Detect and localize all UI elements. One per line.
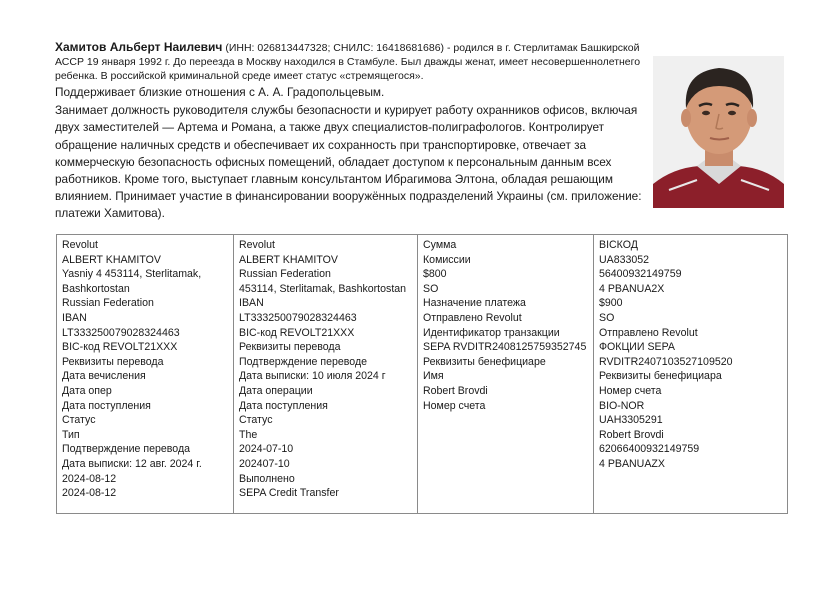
cell-line: 4 PBANUA2X [599,282,665,295]
cell-line: BIO-NOR [599,399,645,412]
cell-line: ФОКЦИИ SEPA [599,341,675,354]
cell-line: Yasniy 4 453114, Sterlitamak, Bashkortostan [62,268,202,295]
cell-line: Реквизиты перевода [239,341,341,354]
cell-line: Подтверждение переводе [239,355,368,368]
cell-line: Выполнено [239,472,295,485]
role-paragraph: Занимает должность руководителя службы безопасности и курирует работу охранников офисов, включая двух заместителей — Артема и Романа, а также двух специалистов-полиграфологов. Контролирует обращение наличных средств и обеспечивает их сохранность при транспортировке, отвечает за коммерческую безопасность офисных помещений, обладает доступом к персональным данным всех работников. Кроме того, выступает главным консультантом Ибрагимова Элтона, обладая решающим влиянием. Принимает участие в финансировании вооружённых подразделений Украины (см. приложение: платежи Хамитова). [55,103,642,221]
cell-line: 202407-10 [239,457,290,470]
cell-line: Реквизиты бенефициара [599,370,722,383]
cell-line: BIC-код REVOLT21XXX [239,326,355,339]
cell-line: Дата выписки: 12 авг. 2024 г. [62,457,202,470]
cell-line: Номер счета [599,384,662,397]
person-details: (ИНН: 026813447328; СНИЛС: 16418681686) - родился в г. Стерлитамак Башкирской АССР 19 января 1992 г. До переезда в Москву находился в Стамбуле. Был дважды женат, имеет несовершеннолетнего ребенка. В российской криминальной среде имеет статус «стремящегося». [55,42,641,82]
cell-line: IBAN [239,297,264,310]
relation-paragraph: Поддерживает близкие отношения с А. А. Градопольцевым. [55,85,385,99]
cell-line: Статус [62,414,96,427]
cell-line: ВІСКОД [599,239,638,251]
cell-line: Revolut [62,239,98,251]
cell-line: $800 [423,268,447,281]
cell-line: Robert Brovdi [423,384,488,397]
cell-line: 62066400932149759 [599,443,700,456]
person-name: Хамитов Альберт Наилевич [55,40,223,54]
cell-line: Имя [423,370,444,383]
cell-line: Тип [62,428,80,441]
cell-line: ALBERT KHAMITOV [239,253,338,266]
cell-line: Robert Brovdi [599,428,664,441]
column-amount-details [418,235,594,514]
cell-line: Назначение платежа [423,297,526,310]
cell-line: SO [423,282,439,295]
payments-table [56,234,788,514]
profile-lead [55,40,647,83]
column-revolut-jul [234,235,418,514]
cell-line: 2024-08-12 [62,472,117,485]
cell-line: IBAN [62,311,87,324]
cell-line: Сумма [423,239,457,251]
cell-line: ALBERT KHAMITOV [62,253,161,266]
cell-line: Дата поступления [239,399,328,412]
cell-line: Дата операции [239,384,313,397]
cell-line: LT333250079028324463 [62,326,180,339]
cell-line: SO [599,311,615,324]
cell-line: Revolut [239,239,275,251]
cell-line: LT333250079028324463 [239,311,357,324]
intro-section [55,40,647,223]
cell-line: Дата поступления [62,399,151,412]
portrait-illustration [653,56,784,208]
portrait-photo [653,56,784,208]
column-revolut-aug [57,235,234,514]
cell-line: SEPA Credit Transfer [239,487,339,500]
cell-line: The [239,428,258,441]
cell-line: Статус [239,414,273,427]
cell-line: $900 [599,297,623,310]
column-beneficiary [594,235,788,514]
cell-line: Реквизиты перевода [62,355,164,368]
cell-line: UAH3305291 [599,414,663,427]
cell-line: Дата опер [62,384,112,397]
cell-line: Дата вечисления [62,370,146,383]
cell-line: 56400932149759 [599,268,682,281]
cell-line: 4 PBANUAZX [599,457,665,470]
cell-line: UA833052 [599,253,650,266]
cell-line: Реквизиты бенефициаре [423,355,546,368]
cell-line: BIC-код REVOLT21XXX [62,341,178,354]
table-row [57,235,788,514]
cell-line: SEPA RVDITR2408125759352745 [423,341,587,354]
cell-line: Дата выписки: 10 июля 2024 г [239,370,386,383]
cell-line: Комиссии [423,253,471,266]
cell-line: Идентификатор транзакции [423,326,560,339]
cell-line: 2024-08-12 [62,487,117,500]
cell-line: Номер счета [423,399,486,412]
cell-line: RVDITR2407103527109520 [599,355,733,368]
cell-line: Подтверждение перевода [62,443,191,456]
cell-line: 453114, Sterlitamak, Bashkortostan [239,282,407,295]
cell-line: Отправлено Revolut [599,326,698,339]
cell-line: 2024-07-10 [239,443,294,456]
cell-line: Russian Federation [62,297,154,310]
cell-line: Отправлено Revolut [423,311,522,324]
cell-line: Russian Federation [239,268,331,281]
